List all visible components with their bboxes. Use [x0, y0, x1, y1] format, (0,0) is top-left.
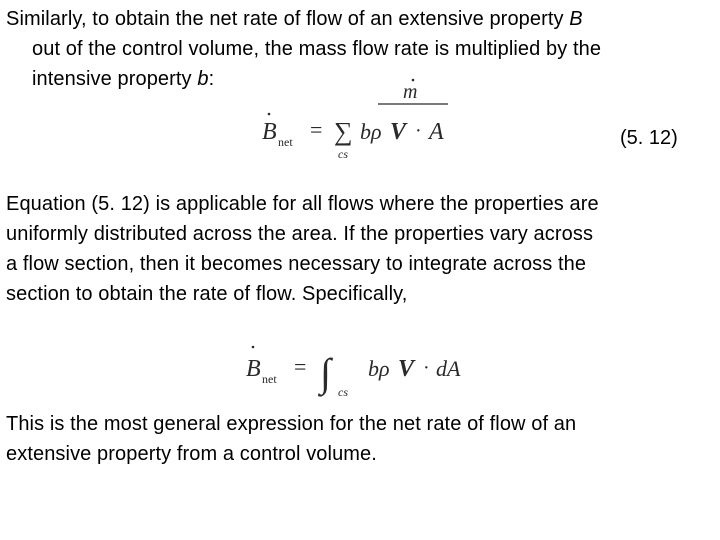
- area-differential: dA: [436, 356, 461, 381]
- velocity-vector: V: [390, 119, 407, 145]
- dot-operator: ·: [415, 120, 422, 142]
- conclusion-paragraph: [6, 409, 576, 469]
- integrand-b-rho-2: bρ: [368, 356, 390, 381]
- equation-5-12: [258, 76, 458, 166]
- lhs-B-2: B: [246, 356, 261, 382]
- property-symbol-B: B: [569, 8, 583, 30]
- explanation-paragraph: [6, 189, 599, 309]
- explanation-line-1: Equation (5. 12) is applicable for all flows where the properties are: [6, 193, 599, 215]
- intro-line-3: intensive property b:: [32, 68, 215, 90]
- sum-symbol: ∑: [334, 117, 353, 146]
- bdot-dot-2: [252, 346, 255, 349]
- lhs-B: B: [262, 119, 277, 145]
- equation-number: (5. 12): [620, 127, 678, 149]
- lhs-subscript: net: [278, 135, 293, 149]
- explanation-line-2: uniformly distributed across the area. If the properties vary across: [6, 223, 594, 245]
- bdot-dot: [268, 113, 271, 116]
- conclusion-line-2: extensive property from a control volume.: [6, 443, 377, 465]
- integral-equation: [238, 342, 478, 402]
- explanation-line-3: a flow section, then it becomes necessary to integrate across the: [6, 253, 587, 275]
- velocity-vector-2: V: [398, 356, 415, 382]
- intro-line-1: Similarly, to obtain the net rate of flow of an extensive property B: [6, 8, 583, 30]
- integral-subscript: cs: [338, 385, 348, 399]
- conclusion-line-1: This is the most general expression for the net rate of flow of an: [6, 413, 577, 435]
- equals-sign: =: [310, 117, 323, 142]
- area-vector: A: [429, 119, 444, 145]
- intro-line-2: out of the control volume, the mass flow rate is multiplied by the: [32, 38, 602, 60]
- dot-operator-2: ·: [423, 357, 430, 379]
- mass-flow-symbol: m: [403, 81, 418, 103]
- equals-sign-2: =: [294, 354, 307, 379]
- explanation-line-4: section to obtain the rate of flow. Specifically,: [6, 283, 408, 305]
- integrand-b-rho: bρ: [360, 119, 382, 144]
- lhs-subscript-2: net: [262, 372, 277, 386]
- sum-subscript: cs: [338, 147, 348, 161]
- integral-symbol: ∫: [320, 350, 331, 395]
- property-symbol-b: b: [197, 68, 209, 90]
